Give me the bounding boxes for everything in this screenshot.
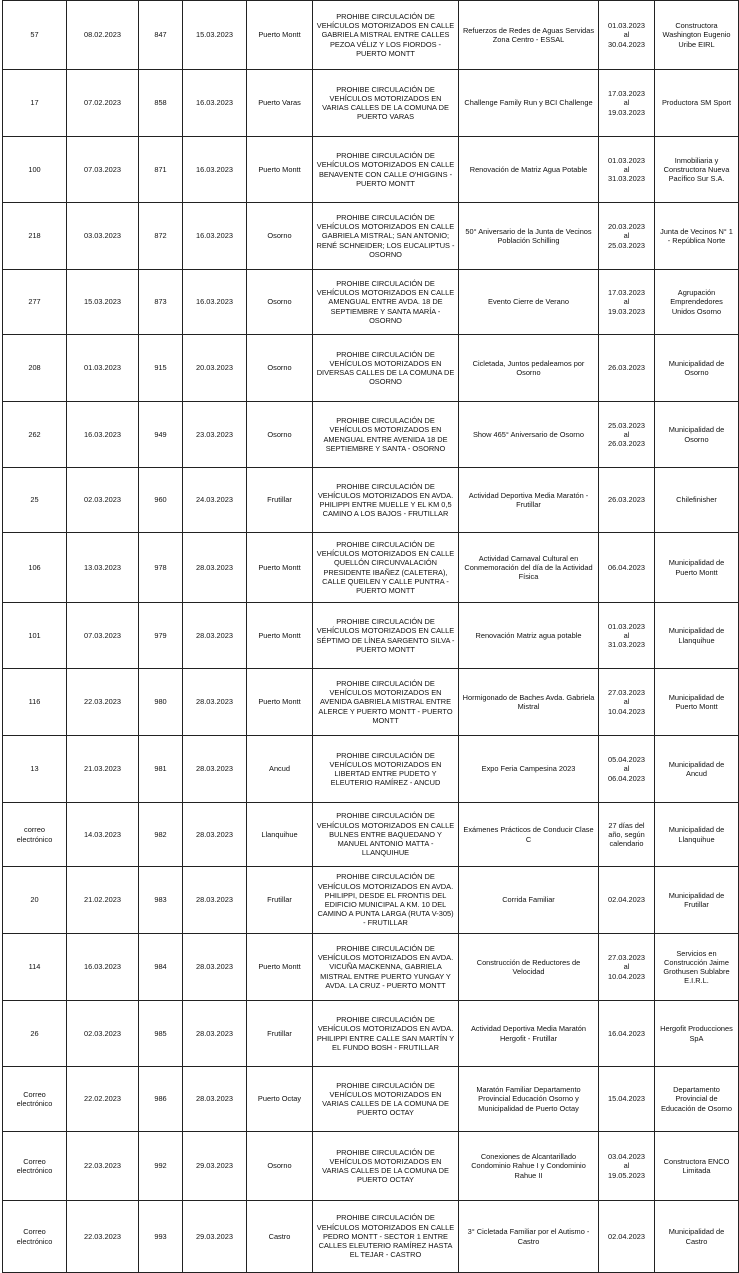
period-line: 31.03.2023 xyxy=(608,174,645,184)
cell-decreto: PROHIBE CIRCULACIÓN DE VEHÍCULOS MOTORIZADOS EN DIVERSAS CALLES DE LA COMUNA DE OSORNO xyxy=(313,335,459,402)
cell-solicitante: Municipalidad de Frutillar xyxy=(655,867,739,934)
cell-comuna: Puerto Montt xyxy=(247,934,313,1001)
cell-motivo: Actividad Deportiva Media Maratón - Frutillar xyxy=(459,468,599,533)
period-line: calendario xyxy=(609,839,644,849)
cell-comuna: Osorno xyxy=(247,270,313,335)
period-line: al xyxy=(623,30,630,40)
cell-ref: 262 xyxy=(3,402,67,468)
table-row xyxy=(3,468,739,533)
cell-num: 915 xyxy=(139,335,183,402)
period-line: al xyxy=(623,630,630,640)
cell-decreto: PROHIBE CIRCULACIÓN DE VEHÍCULOS MOTORIZADOS EN CALLE BULNES ENTRE BAQUEDANO Y MANUEL ANTONIO MATTA - LLANQUIHUE xyxy=(313,803,459,867)
cell-solicitante: Hergofit Producciones SpA xyxy=(655,1001,739,1067)
cell-solicitante: Municipalidad de Llanquihue xyxy=(655,803,739,867)
period-line: 02.04.2023 xyxy=(608,895,645,905)
cell-comuna: Puerto Montt xyxy=(247,533,313,603)
period-line: al xyxy=(623,1161,630,1171)
cell-num: 960 xyxy=(139,468,183,533)
cell-ref: 25 xyxy=(3,468,67,533)
period-line: 30.04.2023 xyxy=(608,39,645,49)
period-line: 25.03.2023 xyxy=(608,420,645,430)
period-line: 03.04.2023 xyxy=(608,1152,645,1162)
cell-num: 978 xyxy=(139,533,183,603)
cell-periodo xyxy=(599,803,655,867)
cell-fecha-res: 29.03.2023 xyxy=(183,1201,247,1273)
cell-solicitante: Agrupación Emprendedores Unidos Osorno xyxy=(655,270,739,335)
cell-fecha-ing: 02.03.2023 xyxy=(67,468,139,533)
cell-decreto: PROHIBE CIRCULACIÓN DE VEHÍCULOS MOTORIZADOS EN CALLE AMENGUAL ENTRE AVDA. 18 DE SEPTIEMBRE Y SANTA MARÍA - OSORNO xyxy=(313,270,459,335)
cell-ref: Correo electrónico xyxy=(3,1132,67,1201)
table-row xyxy=(3,533,739,603)
cell-ref: 20 xyxy=(3,867,67,934)
cell-motivo: Renovación Matriz agua potable xyxy=(459,603,599,669)
period-line: al xyxy=(623,164,630,174)
cell-periodo xyxy=(599,203,655,270)
period-line: 27.03.2023 xyxy=(608,953,645,963)
cell-fecha-ing: 07.03.2023 xyxy=(67,137,139,203)
cell-fecha-ing: 08.02.2023 xyxy=(67,1,139,70)
cell-periodo xyxy=(599,736,655,803)
table-row xyxy=(3,137,739,203)
cell-solicitante: Municipalidad de Llanquihue xyxy=(655,603,739,669)
cell-fecha-ing: 14.03.2023 xyxy=(67,803,139,867)
cell-fecha-ing: 02.03.2023 xyxy=(67,1001,139,1067)
cell-solicitante: Municipalidad de Osorno xyxy=(655,335,739,402)
cell-comuna: Llanquihue xyxy=(247,803,313,867)
cell-fecha-res: 20.03.2023 xyxy=(183,335,247,402)
cell-ref: 17 xyxy=(3,70,67,137)
period-line: 06.04.2023 xyxy=(608,562,645,572)
cell-fecha-ing: 01.03.2023 xyxy=(67,335,139,402)
table-row xyxy=(3,603,739,669)
period-line: al xyxy=(623,764,630,774)
period-line: al xyxy=(623,231,630,241)
period-line: 20.03.2023 xyxy=(608,222,645,232)
cell-periodo xyxy=(599,1,655,70)
cell-ref: 26 xyxy=(3,1001,67,1067)
cell-solicitante: Productora SM Sport xyxy=(655,70,739,137)
table-row xyxy=(3,335,739,402)
cell-motivo: Actividad Carnaval Cultural en Conmemoración del día de la Actividad Física xyxy=(459,533,599,603)
cell-ref: 106 xyxy=(3,533,67,603)
cell-decreto: PROHIBE CIRCULACIÓN DE VEHÍCULOS MOTORIZADOS EN VARIAS CALLES DE LA COMUNA DE PUERTO OCTAY xyxy=(313,1067,459,1132)
cell-periodo xyxy=(599,1132,655,1201)
cell-num: 986 xyxy=(139,1067,183,1132)
cell-comuna: Puerto Varas xyxy=(247,70,313,137)
cell-fecha-res: 28.03.2023 xyxy=(183,803,247,867)
cell-solicitante: Constructora Washington Eugenio Uribe EIRL xyxy=(655,1,739,70)
cell-solicitante: Municipalidad de Osorno xyxy=(655,402,739,468)
cell-periodo xyxy=(599,934,655,1001)
cell-periodo xyxy=(599,335,655,402)
table-row xyxy=(3,203,739,270)
cell-periodo xyxy=(599,603,655,669)
cell-solicitante: Inmobiliaria y Constructora Nueva Pacífico Sur S.A. xyxy=(655,137,739,203)
cell-ref: 57 xyxy=(3,1,67,70)
period-line: 06.04.2023 xyxy=(608,773,645,783)
cell-periodo xyxy=(599,533,655,603)
cell-periodo xyxy=(599,70,655,137)
period-line: 02.04.2023 xyxy=(608,1231,645,1241)
cell-fecha-ing: 21.02.2023 xyxy=(67,867,139,934)
cell-ref: Correo electrónico xyxy=(3,1201,67,1273)
cell-fecha-ing: 03.03.2023 xyxy=(67,203,139,270)
period-line: 19.05.2023 xyxy=(608,1170,645,1180)
cell-fecha-res: 28.03.2023 xyxy=(183,1001,247,1067)
cell-periodo xyxy=(599,669,655,736)
cell-num: 872 xyxy=(139,203,183,270)
cell-ref: 13 xyxy=(3,736,67,803)
cell-num: 871 xyxy=(139,137,183,203)
cell-decreto: PROHIBE CIRCULACIÓN DE VEHÍCULOS MOTORIZADOS EN VARIAS CALLES DE LA COMUNA DE PUERTO OCTAY xyxy=(313,1132,459,1201)
cell-decreto: PROHIBE CIRCULACIÓN DE VEHÍCULOS MOTORIZADOS EN AVDA. PHILIPPI ENTRE CALLE SAN MARTÍN Y EL FUNDO BOSH - FRUTILLAR xyxy=(313,1001,459,1067)
cell-decreto: PROHIBE CIRCULACIÓN DE VEHÍCULOS MOTORIZADOS EN AVENIDA GABRIELA MISTRAL ENTRE ALERCE Y PUERTO MONTT - PUERTO MONTT xyxy=(313,669,459,736)
cell-fecha-res: 24.03.2023 xyxy=(183,468,247,533)
cell-motivo: Renovación de Matriz Agua Potable xyxy=(459,137,599,203)
cell-solicitante: Municipalidad de Puerto Montt xyxy=(655,669,739,736)
cell-fecha-res: 28.03.2023 xyxy=(183,934,247,1001)
cell-solicitante: Chilefinisher xyxy=(655,468,739,533)
table-row xyxy=(3,803,739,867)
period-line: 31.03.2023 xyxy=(608,640,645,650)
period-line: 19.03.2023 xyxy=(608,107,645,117)
cell-motivo: 50° Aniversario de la Junta de Vecinos Población Schilling xyxy=(459,203,599,270)
cell-ref: 277 xyxy=(3,270,67,335)
table-row xyxy=(3,1001,739,1067)
table-row xyxy=(3,736,739,803)
cell-motivo: Hormigonado de Baches Avda. Gabriela Mistral xyxy=(459,669,599,736)
cell-fecha-ing: 22.03.2023 xyxy=(67,1201,139,1273)
cell-periodo xyxy=(599,137,655,203)
table-row xyxy=(3,70,739,137)
cell-fecha-ing: 22.02.2023 xyxy=(67,1067,139,1132)
cell-motivo: Refuerzos de Redes de Aguas Servidas Zona Centro - ESSAL xyxy=(459,1,599,70)
cell-solicitante: Municipalidad de Puerto Montt xyxy=(655,533,739,603)
cell-solicitante: Departamento Provincial de Educación de Osorno xyxy=(655,1067,739,1132)
cell-motivo: Corrida Familiar xyxy=(459,867,599,934)
cell-periodo xyxy=(599,468,655,533)
cell-fecha-res: 15.03.2023 xyxy=(183,1,247,70)
cell-num: 982 xyxy=(139,803,183,867)
cell-comuna: Frutillar xyxy=(247,867,313,934)
cell-fecha-res: 28.03.2023 xyxy=(183,736,247,803)
period-line: 17.03.2023 xyxy=(608,288,645,298)
cell-fecha-ing: 07.02.2023 xyxy=(67,70,139,137)
period-line: 16.04.2023 xyxy=(608,1028,645,1038)
cell-ref: 218 xyxy=(3,203,67,270)
cell-ref: 116 xyxy=(3,669,67,736)
cell-periodo xyxy=(599,1067,655,1132)
cell-motivo: Maratón Familiar Departamento Provincial Educación Osorno y Municipalidad de Puerto Octay xyxy=(459,1067,599,1132)
cell-motivo: 3° Cicletada Familiar por el Autismo - Castro xyxy=(459,1201,599,1273)
period-line: al xyxy=(623,697,630,707)
cell-fecha-res: 16.03.2023 xyxy=(183,203,247,270)
cell-num: 847 xyxy=(139,1,183,70)
cell-num: 992 xyxy=(139,1132,183,1201)
cell-periodo xyxy=(599,867,655,934)
cell-fecha-res: 16.03.2023 xyxy=(183,70,247,137)
table-row xyxy=(3,1067,739,1132)
cell-decreto: PROHIBE CIRCULACIÓN DE VEHÍCULOS MOTORIZADOS EN VARIAS CALLES DE LA COMUNA DE PUERTO VARAS xyxy=(313,70,459,137)
cell-fecha-res: 28.03.2023 xyxy=(183,533,247,603)
cell-comuna: Puerto Octay xyxy=(247,1067,313,1132)
cell-num: 980 xyxy=(139,669,183,736)
cell-comuna: Puerto Montt xyxy=(247,669,313,736)
cell-num: 984 xyxy=(139,934,183,1001)
cell-solicitante: Junta de Vecinos N° 1 - República Norte xyxy=(655,203,739,270)
period-line: 01.03.2023 xyxy=(608,21,645,31)
cell-fecha-ing: 16.03.2023 xyxy=(67,934,139,1001)
cell-fecha-ing: 22.03.2023 xyxy=(67,1132,139,1201)
period-line: 17.03.2023 xyxy=(608,89,645,99)
cell-motivo: Cicletada, Juntos pedaleamos por Osorno xyxy=(459,335,599,402)
cell-comuna: Frutillar xyxy=(247,1001,313,1067)
cell-num: 979 xyxy=(139,603,183,669)
cell-num: 993 xyxy=(139,1201,183,1273)
period-line: año, según xyxy=(608,829,645,839)
cell-motivo: Exámenes Prácticos de Conducir Clase C xyxy=(459,803,599,867)
cell-decreto: PROHIBE CIRCULACIÓN DE VEHÍCULOS MOTORIZADOS EN CALLE BENAVENTE CON CALLE O'HIGGINS - PUERTO MONTT xyxy=(313,137,459,203)
cell-fecha-res: 16.03.2023 xyxy=(183,270,247,335)
cell-motivo: Conexiones de Alcantarillado Condominio Rahue I y Condominio Rahue II xyxy=(459,1132,599,1201)
period-line: 19.03.2023 xyxy=(608,306,645,316)
period-line: 10.04.2023 xyxy=(608,971,645,981)
cell-periodo xyxy=(599,1001,655,1067)
cell-periodo xyxy=(599,402,655,468)
period-line: al xyxy=(623,429,630,439)
cell-comuna: Osorno xyxy=(247,335,313,402)
table-row xyxy=(3,1132,739,1201)
period-line: 05.04.2023 xyxy=(608,755,645,765)
table-row xyxy=(3,270,739,335)
cell-decreto: PROHIBE CIRCULACIÓN DE VEHÍCULOS MOTORIZADOS EN AVDA. PHILIPPI, DESDE EL FRONTIS DEL EDIFICIO MUNICIPAL A KM. 10 DEL CAMINO A PUNTA LARGA (RUTA V-305) - FRUTILLAR xyxy=(313,867,459,934)
cell-periodo xyxy=(599,1201,655,1273)
cell-comuna: Frutillar xyxy=(247,468,313,533)
table-row xyxy=(3,669,739,736)
cell-decreto: PROHIBE CIRCULACIÓN DE VEHÍCULOS MOTORIZADOS EN CALLE GABRIELA MISTRAL; SAN ANTONIO; RENÉ SCHNEIDER; LOS EUCALIPTUS - OSORNO xyxy=(313,203,459,270)
cell-ref: Correo electrónico xyxy=(3,1067,67,1132)
cell-fecha-ing: 13.03.2023 xyxy=(67,533,139,603)
cell-comuna: Puerto Montt xyxy=(247,603,313,669)
cell-fecha-res: 23.03.2023 xyxy=(183,402,247,468)
table-row xyxy=(3,934,739,1001)
cell-fecha-ing: 07.03.2023 xyxy=(67,603,139,669)
period-line: 26.03.2023 xyxy=(608,495,645,505)
period-line: 15.04.2023 xyxy=(608,1094,645,1104)
cell-decreto: PROHIBE CIRCULACIÓN DE VEHÍCULOS MOTORIZADOS EN CALLE PEDRO MONTT - SECTOR 1 ENTRE CALLES ELEUTERIO RAMÍREZ HASTA EL TEJAR - CASTRO xyxy=(313,1201,459,1273)
table-row xyxy=(3,867,739,934)
cell-comuna: Puerto Montt xyxy=(247,137,313,203)
cell-fecha-ing: 15.03.2023 xyxy=(67,270,139,335)
period-line: 01.03.2023 xyxy=(608,621,645,631)
cell-decreto: PROHIBE CIRCULACIÓN DE VEHÍCULOS MOTORIZADOS EN AMENGUAL ENTRE AVENIDA 18 DE SEPTIEMBRE Y SANTA - OSORNO xyxy=(313,402,459,468)
cell-solicitante: Servicios en Construcción Jaime Grothusen Sublabre E.I.R.L. xyxy=(655,934,739,1001)
cell-motivo: Construcción de Reductores de Velocidad xyxy=(459,934,599,1001)
table-body xyxy=(3,1,739,1273)
period-line: 25.03.2023 xyxy=(608,240,645,250)
cell-motivo: Show 465° Aniversario de Osorno xyxy=(459,402,599,468)
cell-motivo: Evento Cierre de Verano xyxy=(459,270,599,335)
period-line: 26.03.2023 xyxy=(608,439,645,449)
cell-num: 873 xyxy=(139,270,183,335)
cell-solicitante: Municipalidad de Castro xyxy=(655,1201,739,1273)
cell-fecha-res: 28.03.2023 xyxy=(183,1067,247,1132)
cell-motivo: Challenge Family Run y BCI Challenge xyxy=(459,70,599,137)
period-line: 27.03.2023 xyxy=(608,688,645,698)
period-line: 10.04.2023 xyxy=(608,706,645,716)
cell-comuna: Ancud xyxy=(247,736,313,803)
cell-decreto: PROHIBE CIRCULACIÓN DE VEHÍCULOS MOTORIZADOS EN CALLE GABRIELA MISTRAL ENTRE CALLES PEZOA VÉLIZ Y LOS FIORDOS - PUERTO MONTT xyxy=(313,1,459,70)
cell-comuna: Castro xyxy=(247,1201,313,1273)
cell-decreto: PROHIBE CIRCULACIÓN DE VEHÍCULOS MOTORIZADOS EN AVDA. VICUÑA MACKENNA, GABRIELA MISTRAL ENTRE PUERTO YUNGAY Y AVDA. LA CRUZ - PUERTO MONTT xyxy=(313,934,459,1001)
period-line: 01.03.2023 xyxy=(608,155,645,165)
cell-num: 949 xyxy=(139,402,183,468)
cell-fecha-res: 28.03.2023 xyxy=(183,669,247,736)
period-line: al xyxy=(623,962,630,972)
cell-num: 858 xyxy=(139,70,183,137)
cell-fecha-ing: 16.03.2023 xyxy=(67,402,139,468)
cell-motivo: Actividad Deportiva Media Maratón Hergofit - Frutillar xyxy=(459,1001,599,1067)
cell-fecha-res: 28.03.2023 xyxy=(183,867,247,934)
cell-motivo: Expo Feria Campesina 2023 xyxy=(459,736,599,803)
period-line: al xyxy=(623,98,630,108)
cell-decreto: PROHIBE CIRCULACIÓN DE VEHÍCULOS MOTORIZADOS EN AVDA. PHILIPPI ENTRE MUELLE Y EL KM 0,5 CAMINO A LOS BAJOS - FRUTILLAR xyxy=(313,468,459,533)
cell-decreto: PROHIBE CIRCULACIÓN DE VEHÍCULOS MOTORIZADOS EN CALLE QUELLÓN CIRCUNVALACIÓN PRESIDENTE IBAÑEZ (CALETERA), CALLE QUEILEN Y CALLE PUNTRA - PUERTO MONTT xyxy=(313,533,459,603)
cell-ref: 100 xyxy=(3,137,67,203)
cell-num: 985 xyxy=(139,1001,183,1067)
table-row xyxy=(3,402,739,468)
cell-num: 981 xyxy=(139,736,183,803)
period-line: 27 días del xyxy=(608,820,645,830)
cell-num: 983 xyxy=(139,867,183,934)
cell-ref: 208 xyxy=(3,335,67,402)
cell-fecha-res: 28.03.2023 xyxy=(183,603,247,669)
cell-ref: correo electrónico xyxy=(3,803,67,867)
cell-comuna: Puerto Montt xyxy=(247,1,313,70)
cell-fecha-ing: 22.03.2023 xyxy=(67,669,139,736)
table-row xyxy=(3,1,739,70)
cell-fecha-res: 16.03.2023 xyxy=(183,137,247,203)
cell-ref: 114 xyxy=(3,934,67,1001)
cell-fecha-res: 29.03.2023 xyxy=(183,1132,247,1201)
period-line: 26.03.2023 xyxy=(608,363,645,373)
resolutions-table xyxy=(2,0,739,1273)
cell-decreto: PROHIBE CIRCULACIÓN DE VEHÍCULOS MOTORIZADOS EN LIBERTAD ENTRE PUDETO Y ELEUTERIO RAMÍREZ - ANCUD xyxy=(313,736,459,803)
cell-comuna: Osorno xyxy=(247,203,313,270)
cell-ref: 101 xyxy=(3,603,67,669)
cell-solicitante: Constructora ENCO Limitada xyxy=(655,1132,739,1201)
cell-fecha-ing: 21.03.2023 xyxy=(67,736,139,803)
cell-solicitante: Municipalidad de Ancud xyxy=(655,736,739,803)
table-row xyxy=(3,1201,739,1273)
cell-comuna: Osorno xyxy=(247,1132,313,1201)
period-line: al xyxy=(623,297,630,307)
cell-comuna: Osorno xyxy=(247,402,313,468)
cell-periodo xyxy=(599,270,655,335)
cell-decreto: PROHIBE CIRCULACIÓN DE VEHÍCULOS MOTORIZADOS EN CALLE SÉPTIMO DE LÍNEA SARGENTO SILVA - PUERTO MONTT xyxy=(313,603,459,669)
